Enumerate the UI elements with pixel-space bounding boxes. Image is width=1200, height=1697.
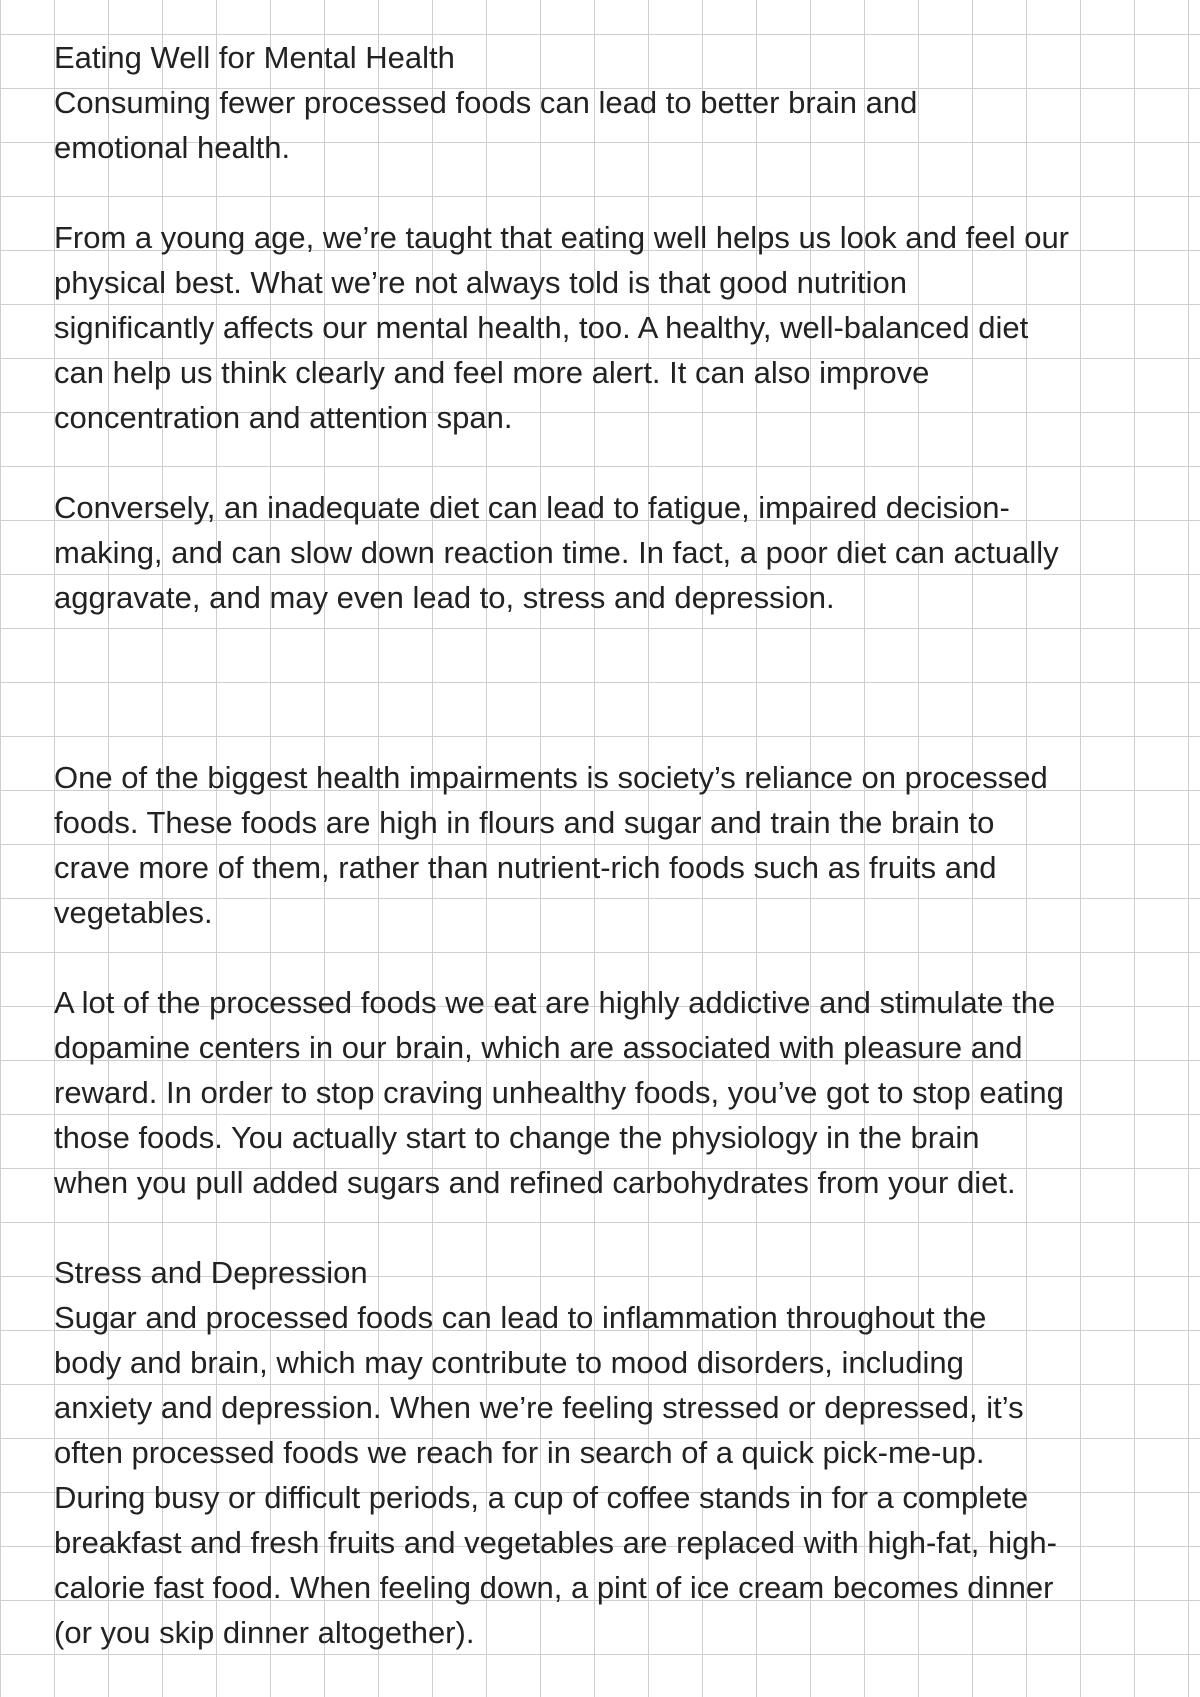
paragraph-nutrition-mental-health [54, 215, 1160, 440]
paragraph-gap [54, 935, 1160, 980]
paragraph-line: A lot of the processed foods we eat are highly addictive and stimulate the [54, 985, 1056, 1020]
paragraph-line: foods. These foods are high in flours and sugar and train the brain to [54, 805, 995, 840]
paragraph-processed-foods [54, 755, 1160, 935]
paragraph-line: anxiety and depression. When we’re feeling stressed or depressed, it’s [54, 1390, 1024, 1425]
paragraph-line: often processed foods we reach for in search of a quick pick-me-up. [54, 1435, 985, 1470]
paragraph-gap [54, 665, 1160, 710]
paragraph-line: breakfast and fresh fruits and vegetables are replaced with high-fat, high- [54, 1525, 1057, 1560]
paragraph-line: From a young age, we’re taught that eating well helps us look and feel our [54, 220, 1070, 255]
paragraph-line: physical best. What we’re not always told is that good nutrition [54, 265, 907, 300]
section-heading: Stress and Depression [54, 1255, 368, 1290]
paragraph-gap [54, 170, 1160, 215]
paragraph-line: reward. In order to stop craving unhealthy foods, you’ve got to stop eating [54, 1075, 1064, 1110]
paragraph-line: aggravate, and may even lead to, stress and depression. [54, 580, 835, 615]
paragraph-line: (or you skip dinner altogether). [54, 1615, 475, 1650]
paragraph-line: One of the biggest health impairments is society’s reliance on processed [54, 760, 1048, 795]
paragraph-gap [54, 620, 1160, 665]
paragraph-line: vegetables. [54, 895, 213, 930]
paragraph-line: concentration and attention span. [54, 400, 513, 435]
paragraph-stress-depression [54, 1295, 1160, 1655]
paragraph-line: During busy or difficult periods, a cup of coffee stands in for a complete [54, 1480, 1029, 1515]
paragraph-inadequate-diet [54, 485, 1160, 620]
paragraph-line: those foods. You actually start to change the physiology in the brain [54, 1120, 980, 1155]
subtitle-line: emotional health. [54, 130, 291, 165]
paragraph-line: body and brain, which may contribute to mood disorders, including [54, 1345, 964, 1380]
paragraph-line: when you pull added sugars and refined carbohydrates from your diet. [54, 1165, 1016, 1200]
paragraph-gap [54, 440, 1160, 485]
paragraph-gap [54, 1205, 1160, 1250]
paragraph-line: significantly affects our mental health, too. A healthy, well-balanced diet [54, 310, 1029, 345]
document-title: Eating Well for Mental Health [54, 40, 455, 75]
paragraph-line: calorie fast food. When feeling down, a pint of ice cream becomes dinner [54, 1570, 1054, 1605]
paragraph-gap [54, 710, 1160, 755]
paragraph-line: Sugar and processed foods can lead to inflammation throughout the [54, 1300, 987, 1335]
paragraph-line: can help us think clearly and feel more alert. It can also improve [54, 355, 930, 390]
paragraph-line: crave more of them, rather than nutrient-rich foods such as fruits and [54, 850, 997, 885]
paragraph-line: dopamine centers in our brain, which are associated with pleasure and [54, 1030, 1023, 1065]
document-subtitle [54, 80, 1160, 170]
paragraph-line: making, and can slow down reaction time. In fact, a poor diet can actually [54, 535, 1059, 570]
subtitle-line: Consuming fewer processed foods can lead to better brain and [54, 85, 918, 120]
paragraph-addictive-foods [54, 980, 1160, 1205]
paragraph-line: Conversely, an inadequate diet can lead to fatigue, impaired decision- [54, 490, 1010, 525]
